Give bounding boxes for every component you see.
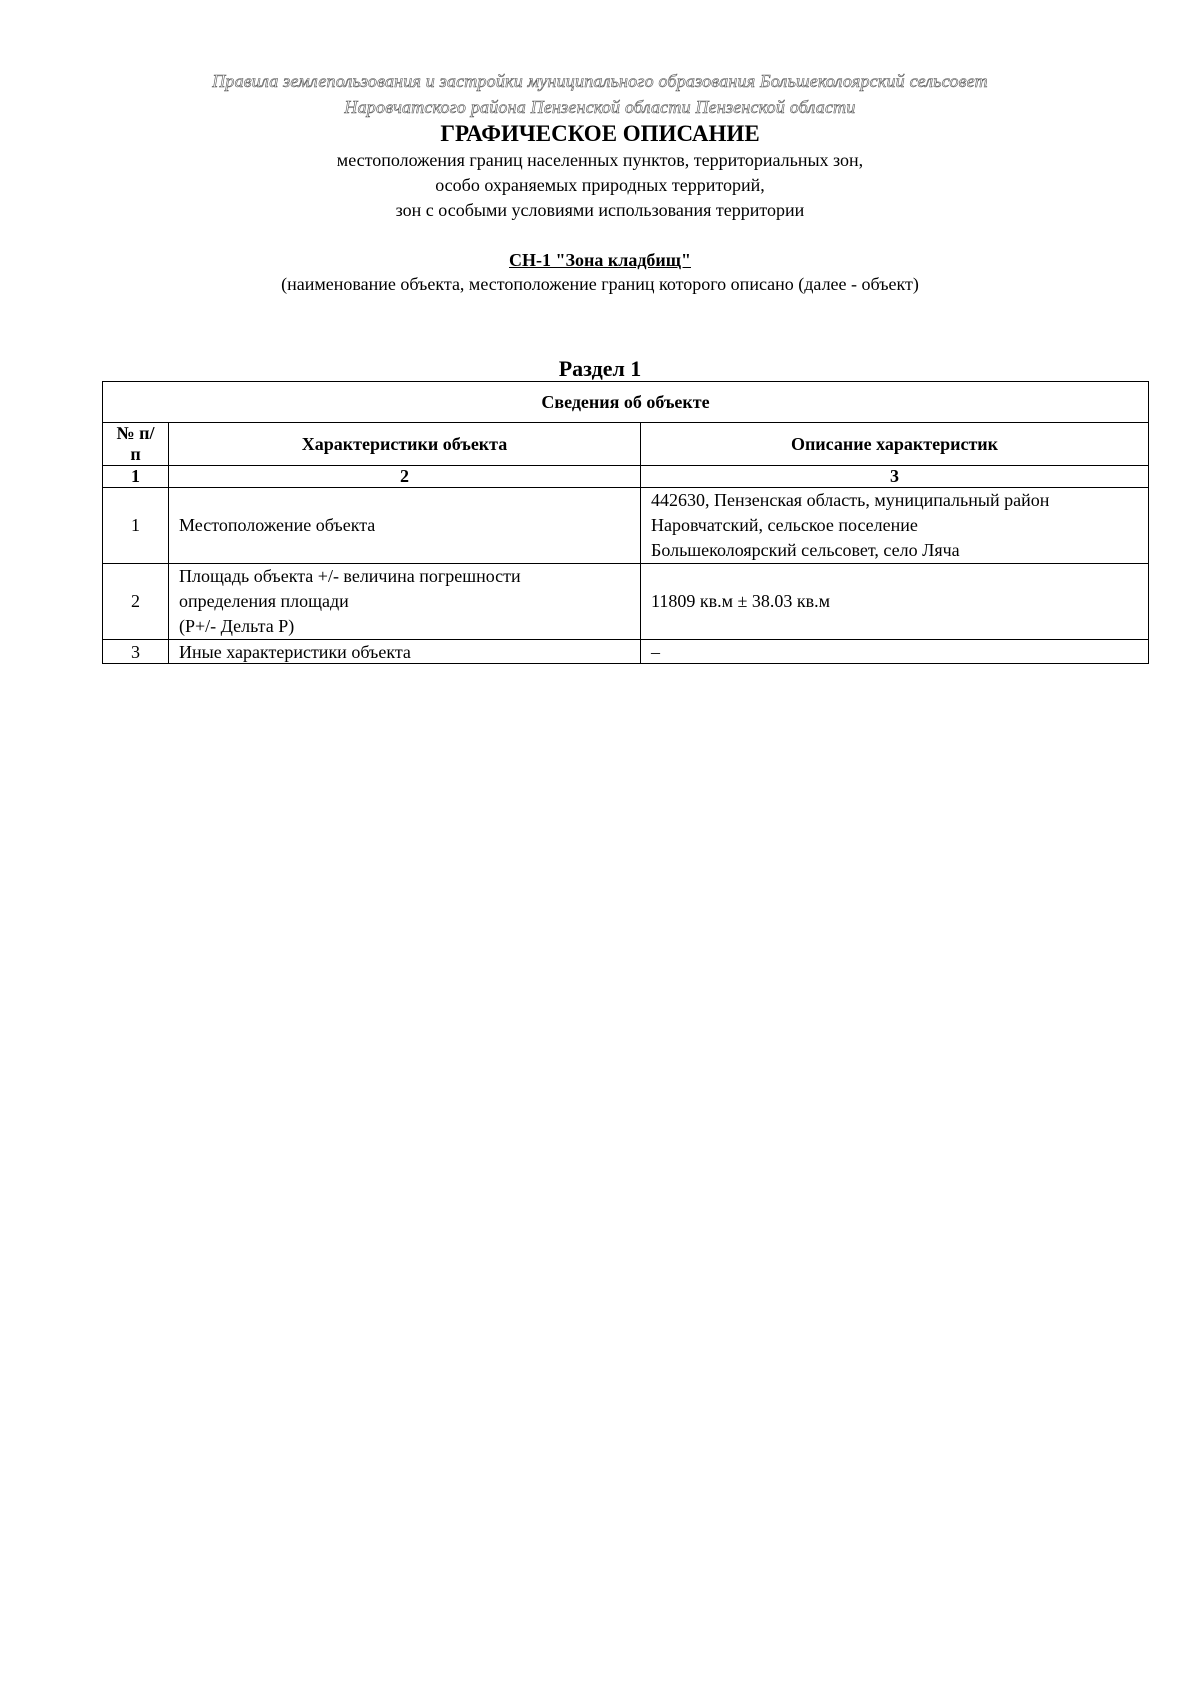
header-description: Описание характеристик (641, 423, 1149, 466)
description-line: Наровчатский, сельское поселение (651, 515, 918, 535)
table-column-numbers-row (103, 466, 1149, 488)
description-line: – (651, 641, 660, 662)
object-info-table (102, 381, 1149, 664)
row-characteristic (169, 564, 641, 640)
object-name-text: СН-1 "Зона кладбищ" (509, 250, 691, 270)
document-title: ГРАФИЧЕСКОЕ ОПИСАНИЕ (440, 121, 760, 146)
table-row (103, 640, 1149, 664)
characteristic-line: Местоположение объекта (179, 515, 376, 535)
description-line: Большеколоярский сельсовет, село Ляча (651, 540, 960, 560)
table-row (103, 564, 1149, 640)
description-line: 11809 кв.м ± 38.03 кв.м (651, 591, 830, 611)
subtitle-line-3: зон с особыми условиями использования территории (395, 200, 805, 220)
row-number: 2 (103, 564, 169, 640)
characteristic-line: (P+/- Дельта P) (179, 616, 295, 636)
row-description (641, 488, 1149, 564)
header-note-line-2: Наровчатского района Пензенской области Пензенской области (344, 97, 856, 117)
section-title: Раздел 1 (558, 356, 642, 381)
row-number: 1 (103, 488, 169, 564)
row-description (641, 640, 1149, 664)
column-number-2: 2 (169, 466, 641, 488)
column-number-3: 3 (641, 466, 1149, 488)
row-characteristic (169, 640, 641, 664)
header-note-line-1: Правила землепользования и застройки муниципального образования Большеколоярский сельсовет (212, 71, 988, 91)
header-num: № п/п (103, 423, 169, 466)
row-characteristic (169, 488, 641, 564)
table-row (103, 488, 1149, 564)
subtitle-line-2: особо охраняемых природных территорий, (435, 175, 765, 195)
header-characteristic: Характеристики объекта (169, 423, 641, 466)
characteristic-line: Иные характеристики объекта (179, 641, 411, 662)
row-description (641, 564, 1149, 640)
table-caption-row (103, 382, 1149, 423)
table-caption: Сведения об объекте (103, 382, 1149, 423)
object-caption: (наименование объекта, местоположение границ которого описано (далее - объект) (281, 274, 919, 294)
description-line: 442630, Пензенская область, муниципальный район (651, 490, 1050, 510)
characteristic-line: Площадь объекта +/- величина погрешности (179, 566, 521, 586)
subtitle-line-1: местоположения границ населенных пунктов, территориальных зон, (336, 150, 864, 170)
row-number: 3 (103, 640, 169, 664)
column-number-1: 1 (103, 466, 169, 488)
characteristic-line: определения площади (179, 591, 349, 611)
object-name (0, 250, 1200, 271)
table-header-row (103, 423, 1149, 466)
